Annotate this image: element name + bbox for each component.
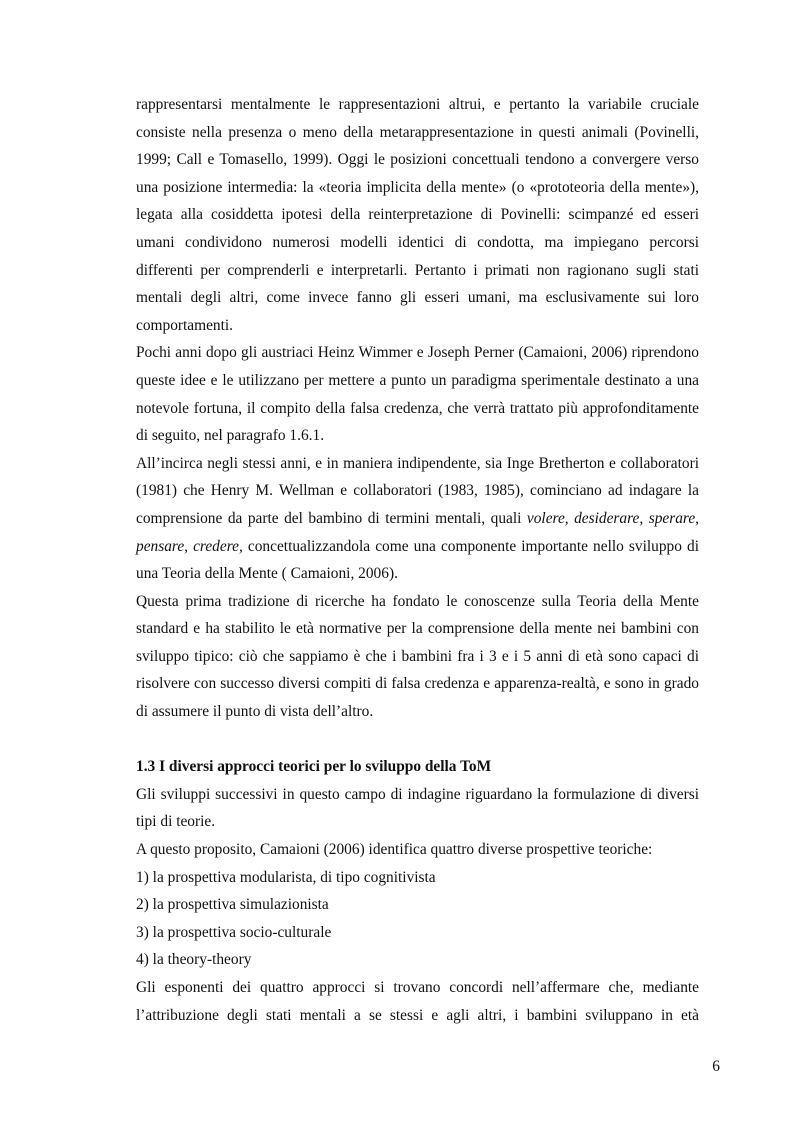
paragraph-text: All’incirca negli stessi anni, e in maniera indipendente, sia Inge Bretherton e collaboratori (1981) che Henry M. Wellman e collaboratori (1983, 1985), cominciano ad indagare la comprensione da parte del bambino di termini mentali, quali xyxy=(136,454,699,527)
mental-terms-italic: volere, desiderare, sperare, pensare, credere, xyxy=(136,509,699,555)
paragraph-metarepresentation: rappresentarsi mentalmente le rappresentazioni altrui, e pertanto la variabile cruciale consiste nella presenza o meno della metarappresentazione in questi animali (Povinelli, 1999; Call e Tomasello, 1999). Oggi le posizioni concettuali tendono a convergere verso una posizione intermedia: la «teoria implicita della mente» (o «prototeoria della mente»), legata alla cosiddetta ipotesi della reinterpretazione di Povinelli: scimpanzé ed esseri umani condividono numerosi modelli identici di condotta, ma impiegano percorsi differenti per comprenderli e interpretarli. Pertanto i primati non ragionano sugli stati mentali degli altri, come invece fanno gli esseri umani, ma esclusivamente sui loro comportamenti. xyxy=(136,96,699,334)
perspectives-list xyxy=(136,864,699,974)
paragraph-exponents: Gli esponenti dei quattro approcci si trovano concordi nell’affermare che, mediante l’attribuzione degli stati mentali a se stessi e agli altri, i bambini sviluppano in età xyxy=(136,979,699,1024)
paragraph-camaioni: A questo proposito, Camaioni (2006) identifica quattro diverse prospettive teoriche: xyxy=(136,841,653,859)
list-item: 1) la prospettiva modularista, di tipo cognitivista xyxy=(136,868,436,886)
page-number: 6 xyxy=(712,1058,720,1075)
paragraph-later-developments: Gli sviluppi successivi in questo campo di indagine riguardano la formulazione di diversi tipi di teorie. xyxy=(136,785,699,831)
list-item: 2) la prospettiva simulazionista xyxy=(136,896,329,914)
paragraph-wimmer-perner: Pochi anni dopo gli austriaci Heinz Wimmer e Joseph Perner (Camaioni, 2006) riprendono queste idee e le utilizzano per mettere a punto un paradigma sperimentale destinato a una notevole fortuna, il compito della falsa credenza, che verrà trattato più approfonditamente di seguito, nel paragrafo 1.6.1. xyxy=(136,344,699,445)
page-body xyxy=(136,91,699,1029)
list-item: 4) la theory-theory xyxy=(136,951,252,969)
list-item: 3) la prospettiva socio-culturale xyxy=(136,923,332,941)
section-heading: 1.3 I diversi approcci teorici per lo sviluppo della ToM xyxy=(136,758,492,776)
paragraph-bretherton-wellman xyxy=(136,450,699,588)
paragraph-text: concettualizzandola come una componente importante nello sviluppo di una Teoria della Mente ( Camaioni, 2006). xyxy=(136,537,699,583)
paragraph-tradition: Questa prima tradizione di ricerche ha fondato le conoscenze sulla Teoria della Mente standard e ha stabilito le età normative per la comprensione della mente nei bambini con sviluppo tipico: ciò che sappiamo è che i bambini fra i 3 e i 5 anni di età sono capaci di risolvere con successo diversi compiti di falsa credenza e apparenza-realtà, e sono in grado di assumere il punto di vista dell’altro. xyxy=(136,592,699,721)
